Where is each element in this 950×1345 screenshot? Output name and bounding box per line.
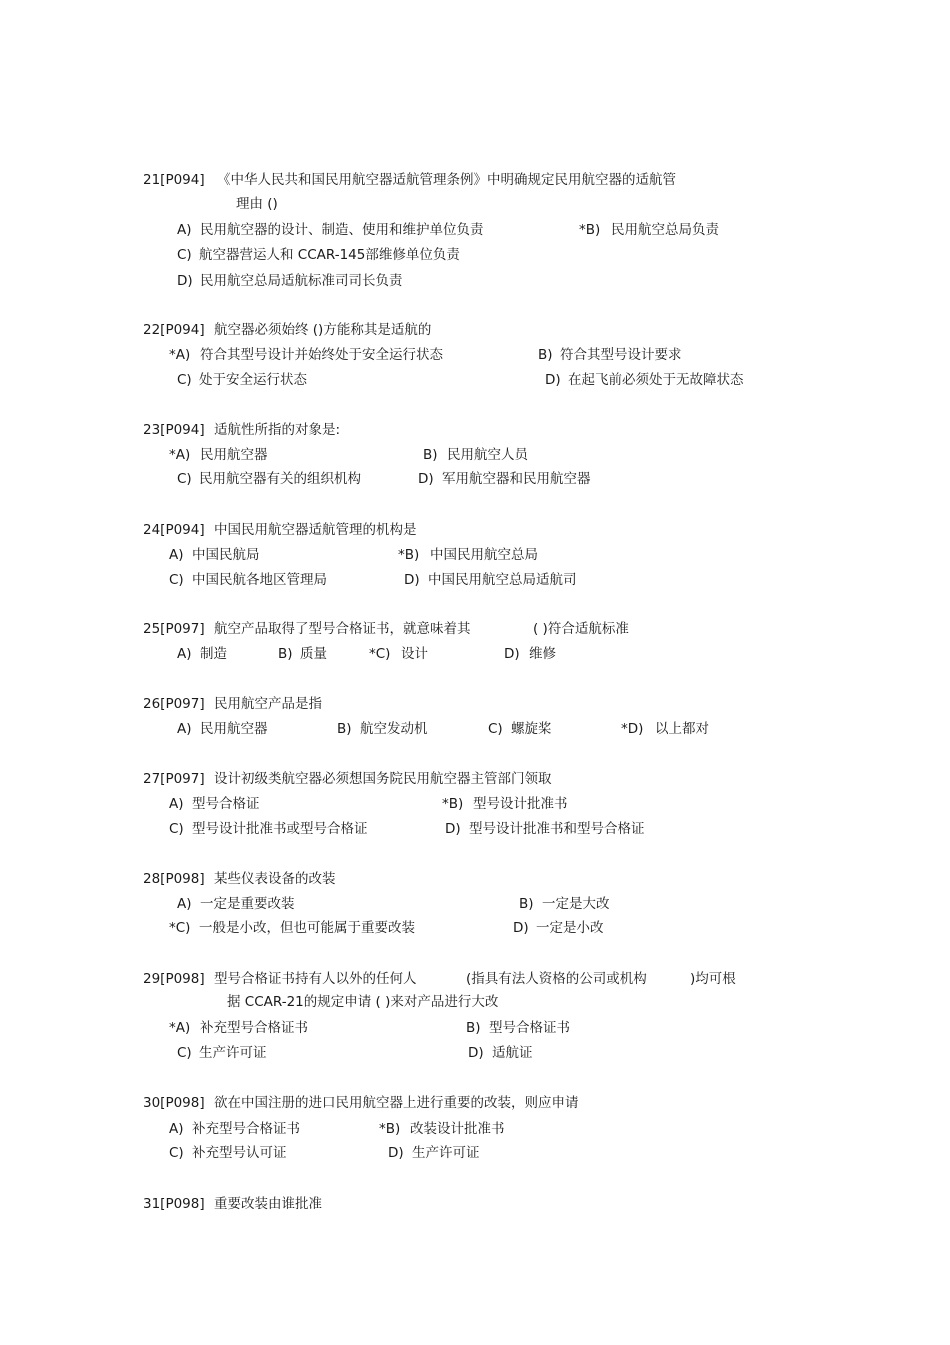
option-text: 航空发动机 xyxy=(360,721,428,737)
option-text: 螺旋桨 xyxy=(511,721,552,737)
option-label: B) xyxy=(278,646,293,662)
option-label: *C) xyxy=(369,646,391,662)
option-text: 型号设计批准书 xyxy=(473,796,568,812)
option-label: C) xyxy=(177,471,192,487)
option-text: 补充型号合格证书 xyxy=(192,1121,300,1137)
option-text: 民用航空器有关的组织机构 xyxy=(199,471,361,487)
option-label: *B) xyxy=(579,222,601,238)
option-label: *A) xyxy=(169,447,191,463)
option-text: 制造 xyxy=(200,646,227,662)
option-text: 质量 xyxy=(300,646,327,662)
option-label: D) xyxy=(404,572,420,588)
option-label: A) xyxy=(169,796,184,812)
option-text: 改装设计批准书 xyxy=(410,1121,505,1137)
question-number: 31[P098] xyxy=(143,1196,205,1212)
option-text: 中国民用航空总局 xyxy=(430,547,538,563)
question-stem: 设计初级类航空器必须想国务院民用航空器主管部门领取 xyxy=(214,771,552,787)
option-label: D) xyxy=(445,821,461,837)
option-label: *B) xyxy=(379,1121,401,1137)
option-label: *B) xyxy=(398,547,420,563)
question-number: 23[P094] xyxy=(143,422,205,438)
option-label: A) xyxy=(169,1121,184,1137)
option-text: 以上都对 xyxy=(655,721,709,737)
question-number: 27[P097] xyxy=(143,771,205,787)
question-stem-cont: 据 CCAR-21的规定申请 ( )来对产品进行大改 xyxy=(227,994,499,1010)
question-stem: 重要改装由谁批准 xyxy=(214,1196,322,1212)
question-stem-tail: ( )符合适航标准 xyxy=(533,621,629,637)
question-number: 25[P097] xyxy=(143,621,205,637)
option-label: C) xyxy=(177,1045,192,1061)
option-label: B) xyxy=(519,896,534,912)
option-text: 型号合格证 xyxy=(192,796,260,812)
question-stem-mid: (指具有法人资格的公司或机构 xyxy=(466,971,647,987)
option-text: 型号设计批准书和型号合格证 xyxy=(469,821,645,837)
option-text: 处于安全运行状态 xyxy=(199,372,307,388)
option-label: C) xyxy=(169,1145,184,1161)
option-label: C) xyxy=(488,721,503,737)
question-number: 24[P094] xyxy=(143,522,205,538)
option-text: 适航证 xyxy=(492,1045,533,1061)
option-text: 设计 xyxy=(401,646,428,662)
option-label: *D) xyxy=(621,721,644,737)
option-text: 一般是小改，但也可能属于重要改装 xyxy=(199,920,415,936)
option-text: 中国民用航空总局适航司 xyxy=(428,572,577,588)
option-label: *A) xyxy=(169,1020,191,1036)
option-text: 一定是小改 xyxy=(536,920,604,936)
option-label: B) xyxy=(538,347,553,363)
option-text: 民用航空器 xyxy=(200,447,268,463)
question-stem: 中国民用航空器适航管理的机构是 xyxy=(214,522,417,538)
question-stem-tail: )均可根 xyxy=(690,971,736,987)
option-text: 补充型号合格证书 xyxy=(200,1020,308,1036)
question-stem: 某些仪表设备的改装 xyxy=(214,871,336,887)
option-text: 维修 xyxy=(529,646,556,662)
option-text: 生产许可证 xyxy=(412,1145,480,1161)
option-label: D) xyxy=(177,273,193,289)
option-label: C) xyxy=(169,821,184,837)
question-number: 29[P098] xyxy=(143,971,205,987)
question-stem: 民用航空产品是指 xyxy=(214,696,322,712)
question-number: 30[P098] xyxy=(143,1095,205,1111)
option-label: D) xyxy=(513,920,529,936)
option-text: 民用航空人员 xyxy=(447,447,528,463)
question-stem: 航空器必须始终 ()方能称其是适航的 xyxy=(214,322,432,338)
option-label: A) xyxy=(169,547,184,563)
question-number: 22[P094] xyxy=(143,322,205,338)
option-label: D) xyxy=(418,471,434,487)
option-text: 型号设计批准书或型号合格证 xyxy=(192,821,368,837)
option-text: 在起飞前必须处于无故障状态 xyxy=(568,372,744,388)
option-text: 军用航空器和民用航空器 xyxy=(442,471,591,487)
option-text: 补充型号认可证 xyxy=(192,1145,287,1161)
option-text: 民用航空器 xyxy=(200,721,268,737)
option-text: 航空器营运人和 CCAR-145部维修单位负责 xyxy=(199,247,460,263)
option-label: *B) xyxy=(442,796,464,812)
option-label: B) xyxy=(423,447,438,463)
option-label: *C) xyxy=(169,920,191,936)
question-number: 26[P097] xyxy=(143,696,205,712)
option-label: A) xyxy=(177,222,192,238)
question-number: 28[P098] xyxy=(143,871,205,887)
option-text: 符合其型号设计并始终处于安全运行状态 xyxy=(200,347,443,363)
option-label: C) xyxy=(177,372,192,388)
question-stem: 适航性所指的对象是: xyxy=(214,422,341,438)
option-text: 中国民航局 xyxy=(192,547,260,563)
option-label: C) xyxy=(177,247,192,263)
question-stem: 航空产品取得了型号合格证书，就意味着其 xyxy=(214,621,471,637)
option-label: B) xyxy=(337,721,352,737)
option-text: 一定是大改 xyxy=(542,896,610,912)
option-label: A) xyxy=(177,721,192,737)
option-label: D) xyxy=(504,646,520,662)
option-label: B) xyxy=(466,1020,481,1036)
option-text: 一定是重要改装 xyxy=(200,896,295,912)
option-text: 民用航空总局负责 xyxy=(611,222,719,238)
option-label: D) xyxy=(388,1145,404,1161)
option-label: D) xyxy=(545,372,561,388)
option-text: 型号合格证书 xyxy=(489,1020,570,1036)
question-stem: 欲在中国注册的进口民用航空器上进行重要的改装，则应申请 xyxy=(214,1095,579,1111)
option-text: 民用航空总局适航标准司司长负责 xyxy=(200,273,403,289)
question-stem: 型号合格证书持有人以外的任何人 xyxy=(214,971,417,987)
option-text: 民用航空器的设计、制造、使用和维护单位负责 xyxy=(200,222,484,238)
option-label: C) xyxy=(169,572,184,588)
option-text: 生产许可证 xyxy=(199,1045,267,1061)
option-label: D) xyxy=(468,1045,484,1061)
question-number: 21[P094] xyxy=(143,172,205,188)
option-label: A) xyxy=(177,646,192,662)
option-label: A) xyxy=(177,896,192,912)
option-text: 符合其型号设计要求 xyxy=(560,347,682,363)
option-text: 中国民航各地区管理局 xyxy=(192,572,327,588)
question-stem-cont: 理由 () xyxy=(236,196,278,212)
question-stem: 《中华人民共和国民用航空器适航管理条例》中明确规定民用航空器的适航管 xyxy=(217,172,676,188)
option-label: *A) xyxy=(169,347,191,363)
